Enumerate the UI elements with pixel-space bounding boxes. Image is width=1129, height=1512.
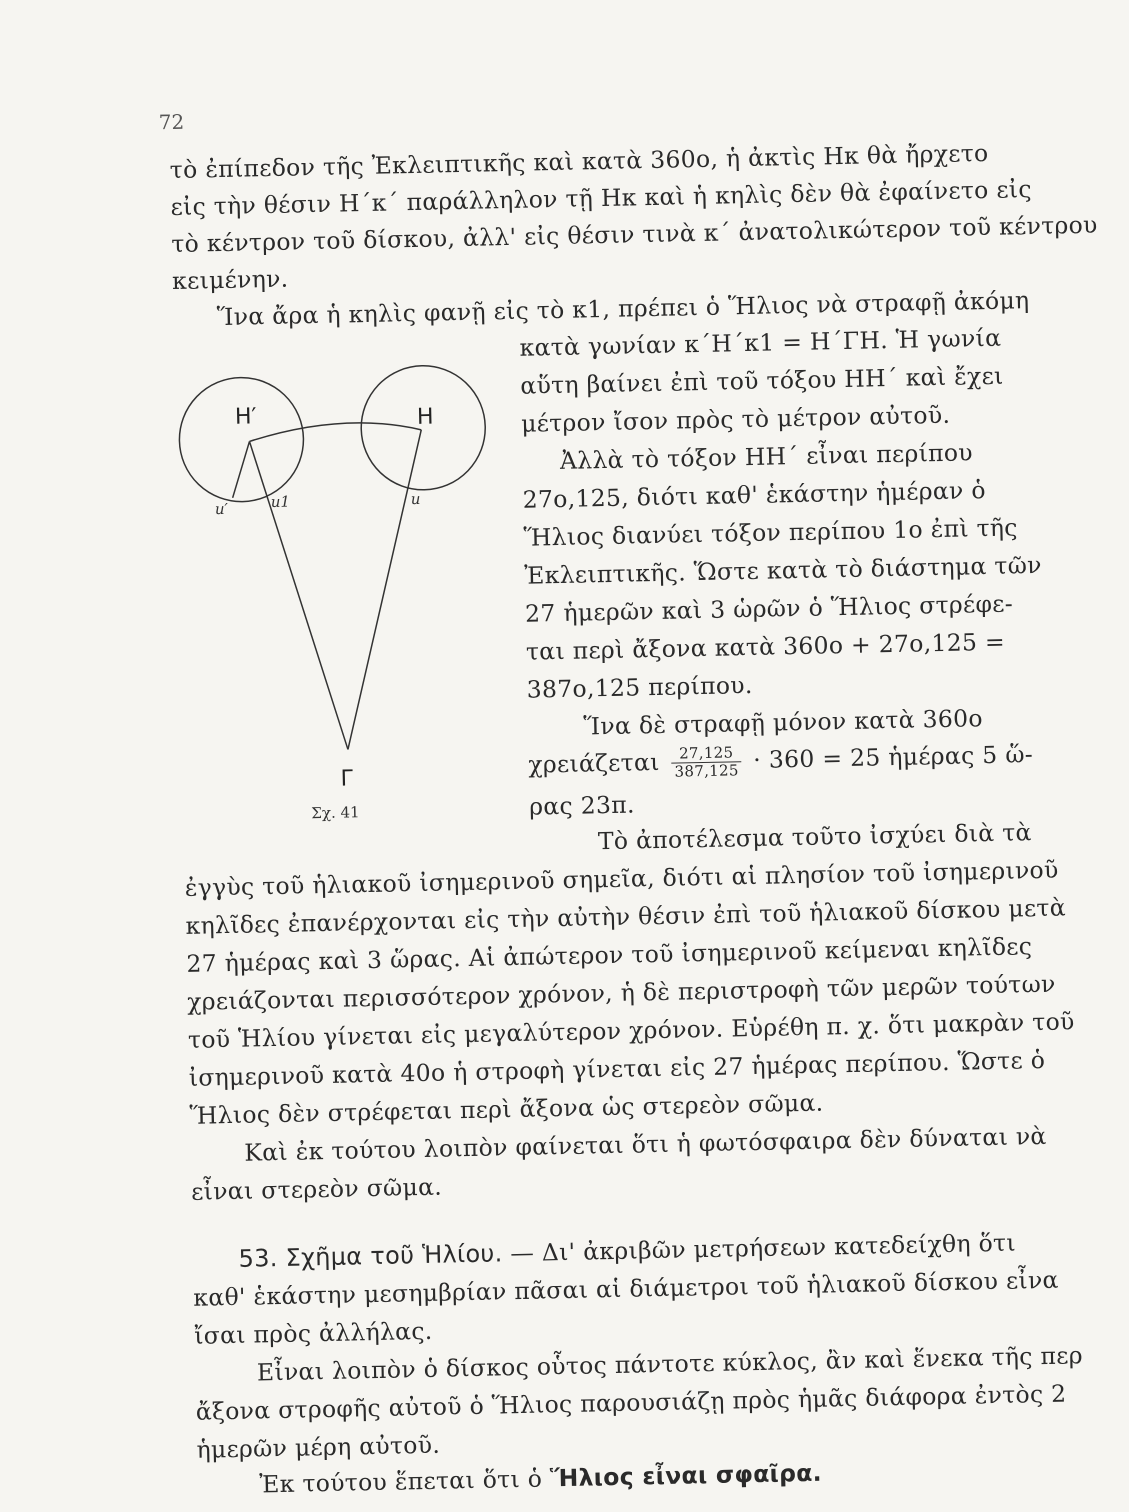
text-line: αὕτη βαίνει ἐπὶ τοῦ τόξου ΗΗ΄ καὶ ἔχει: [520, 361, 1004, 400]
text-line: μέτρον ἴσον πρὸς τὸ μέτρον αὐτοῦ.: [520, 400, 951, 438]
text-line: ἰσημερινοῦ κατὰ 40ο ἡ στροφὴ γίνεται εἰς 27 ἡμέρας περίπου. Ὥστε ὁ: [188, 1045, 1046, 1092]
text-line: Ἵνα δὲ στραφῇ μόνον κατὰ 360ο: [583, 704, 984, 741]
text-line: καθ' ἑκάστην μεσημβρίαν πᾶσαι αἱ διάμετροι τοῦ ἡλιακοῦ δίσκου εἶνα: [193, 1265, 1059, 1312]
text-line: 387ο,125 περίπου.: [526, 670, 753, 704]
text-line: τὸ ἐπίπεδον τῆς Ἐκλειπτικῆς καὶ κατὰ 360ο, ἡ ἀκτὶς Ηκ θὰ ἤρχετο: [169, 138, 989, 185]
section-heading-line: [238, 1229, 1016, 1273]
label-h: Η: [416, 404, 434, 430]
text-line: κηλῖδες ἐπανέρχονται εἰς τὴν αὐτὴν θέσιν ἐπὶ τοῦ ἡλιακοῦ δίσκου μετὰ: [185, 893, 1067, 940]
text-line: Ἥλιος δὲν στρέφεται περὶ ἄξονα ὡς στερεὸν σῶμα.: [189, 1088, 824, 1130]
figure-41: [172, 356, 522, 843]
label-u-prime: u′: [214, 499, 229, 519]
text-line: Ἵνα ἄρα ἡ κηλὶς φανῇ εἰς τὸ κ1, πρέπει ὁ Ἥλιος νὰ στραφῇ ἀκόμη: [216, 286, 1030, 332]
line-h-gamma: [341, 430, 428, 750]
text-line: τὸ κέντρον τοῦ δίσκου, ἀλλ' εἰς θέσιν τινὰ κ΄ ἀνατολικώτερον τοῦ κέντρου: [171, 210, 1098, 259]
text-line: ἡμερῶν μέρη αὐτοῦ.: [196, 1430, 441, 1464]
text-line: κειμένην.: [171, 264, 289, 296]
line-h-prime-gamma: [249, 440, 347, 752]
text-line: Ἐκλειπτικῆς. Ὥστε κατὰ τὸ διάστημα τῶν: [524, 550, 1043, 590]
page-number: 72: [158, 109, 185, 135]
text-line: ρας 23π.: [528, 790, 635, 821]
line-u-prime: [231, 441, 250, 497]
fraction-denominator: 387,125: [674, 761, 739, 781]
text-line: εἰς τὴν θέσιν Η΄κ΄ παράλληλον τῇ Ηκ καὶ ἡ κηλὶς δὲν θὰ ἐφαίνετο εἰς: [170, 175, 1033, 222]
label-h-prime: Η′: [234, 404, 257, 430]
text-line: Ἀλλὰ τὸ τόξον ΗΗ΄ εἶναι περίπου: [559, 438, 974, 475]
formula-suffix: · 360 = 25 ἡμέρας 5 ὥ-: [752, 740, 1034, 774]
section-heading-rest: — Δι' ἀκριβῶν μετρήσεων κατεδείχθη ὅτι: [509, 1228, 1017, 1268]
arc-hh: [249, 422, 421, 442]
text-line: κατὰ γωνίαν κ΄Η΄κ1 = Η΄ΓΗ. Ἡ γωνία: [519, 323, 1002, 362]
text-line: Εἶναι λοιπὸν ὁ δίσκος οὗτος πάντοτε κύκλος, ἂν καὶ ἕνεκα τῆς περ: [256, 1341, 1084, 1387]
text-line: 27 ἡμερῶν καὶ 3 ὡρῶν ὁ Ἥλιος στρέφε-: [524, 589, 1014, 628]
text-line: ται περὶ ἄξονα κατὰ 360ο + 27ο,125 =: [525, 627, 1006, 666]
fraction: [671, 744, 742, 780]
label-gamma: Γ: [340, 766, 354, 792]
label-u1: u1: [270, 492, 291, 512]
section-heading: 53. Σχῆμα τοῦ Ἡλίου.: [238, 1239, 503, 1273]
text-line: Καὶ ἐκ τούτου λοιπὸν φαίνεται ὅτι ἡ φωτόσφαιρα δὲν δύναται νὰ: [244, 1121, 1047, 1167]
circle-h-prime: [178, 376, 305, 503]
conclusion-prefix: Ἐκ τούτου ἕπεται ὅτι ὁ: [259, 1464, 543, 1499]
formula-prefix: χρειάζεται: [528, 747, 660, 779]
text-line: 27ο,125, διότι καθ' ἑκάστην ἡμέραν ὁ: [522, 476, 987, 514]
text-line: Ἥλιος διανύει τόξον περίπου 1ο ἐπὶ τῆς: [523, 513, 1019, 552]
text-line: χρειάζονται περισσότερον χρόνον, ἡ δὲ περιστροφὴ τῶν μερῶν τούτων: [186, 969, 1056, 1016]
text-line: τοῦ Ἡλίου γίνεται εἰς μεγαλύτερον χρόνον. Εὑρέθη π. χ. ὅτι μακρὰν τοῦ: [187, 1007, 1075, 1054]
text-line: Τὸ ἀποτέλεσμα τοῦτο ἰσχύει διὰ τὰ: [597, 818, 1032, 856]
formula-line: [528, 738, 1033, 784]
label-u: u: [410, 489, 421, 509]
text-line: εἶναι στερεὸν σῶμα.: [190, 1172, 443, 1206]
text-line: ἴσαι πρὸς ἀλλήλας.: [193, 1316, 433, 1350]
text-line: ἐγγὺς τοῦ ἡλιακοῦ ἰσημερινοῦ σημεῖα, διότι αἱ πλησίον τοῦ ἰσημερινοῦ: [184, 855, 1059, 902]
fraction-numerator: 27,125: [671, 744, 742, 763]
figure-caption: Σχ. 41: [311, 803, 360, 823]
text-line: 27 ἡμέρας καὶ 3 ὥρας. Αἱ ἀπώτερον τοῦ ἰσημερινοῦ κείμεναι κηλῖδες: [186, 932, 1033, 978]
conclusion-line: [259, 1459, 822, 1499]
text-line: ἄξονα στροφῆς αὐτοῦ ὁ Ἥλιος παρουσιάζῃ πρὸς ἡμᾶς διάφορα ἐντὸς 2: [195, 1379, 1067, 1426]
conclusion-bold: Ἥλιος εἶναι σφαῖρα.: [549, 1458, 823, 1493]
